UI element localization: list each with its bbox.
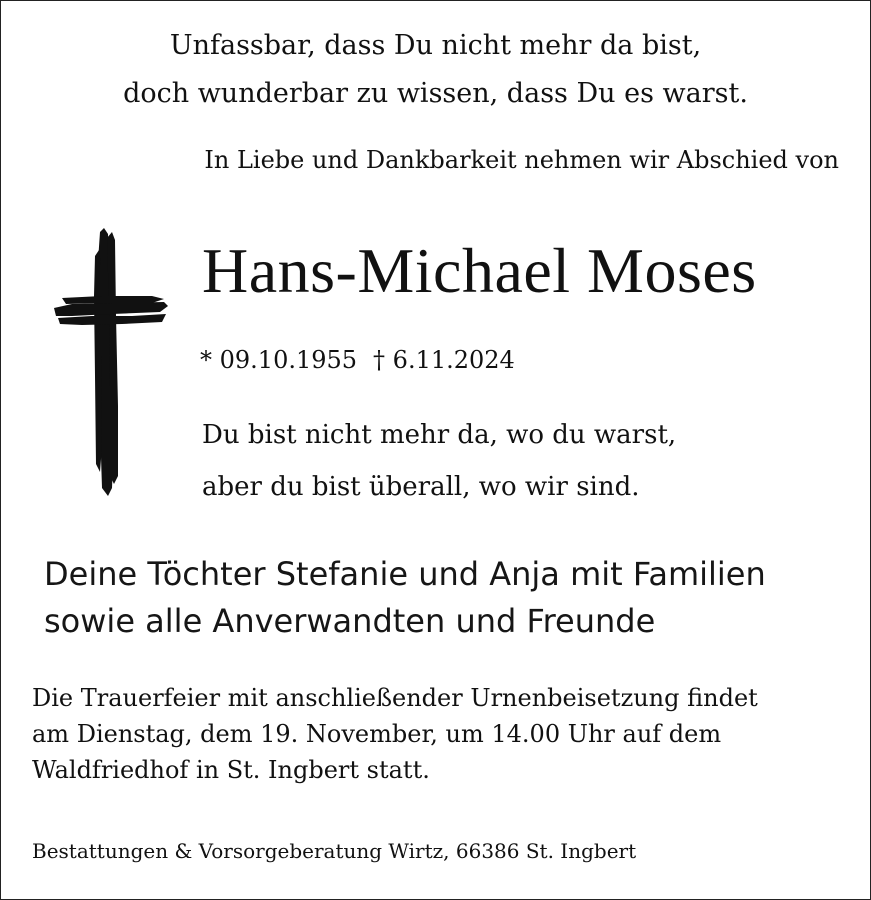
brush-cross-icon: [52, 226, 168, 498]
mourners-line-1: Deine Töchter Stefanie und Anja mit Familien: [44, 555, 766, 593]
birth-date: * 09.10.1955: [200, 346, 358, 374]
motto-line-1: Unfassbar, dass Du nicht mehr da bist,: [169, 30, 702, 61]
death-date: † 6.11.2024: [373, 346, 515, 374]
verse-line-1: Du bist nicht mehr da, wo du warst,: [202, 420, 677, 450]
motto-line-2: doch wunderbar zu wissen, dass Du es warst.: [123, 78, 748, 109]
service-line-3: Waldfriedhof in St. Ingbert statt.: [32, 756, 430, 784]
life-dates: [200, 346, 515, 374]
verse-line-2: aber du bist überall, wo wir sind.: [202, 472, 640, 502]
deceased-name: Hans-Michael Moses: [202, 235, 757, 306]
service-line-2: am Dienstag, dem 19. November, um 14.00 Uhr auf dem: [32, 720, 722, 748]
mourners-line-2: sowie alle Anverwandten und Freunde: [44, 602, 656, 640]
funeral-home-footer: Bestattungen & Vorsorgeberatung Wirtz, 66386 St. Ingbert: [32, 839, 637, 863]
service-line-1: Die Trauerfeier mit anschließender Urnenbeisetzung findet: [32, 684, 758, 712]
intro-line: In Liebe und Dankbarkeit nehmen wir Abschied von: [204, 146, 839, 174]
